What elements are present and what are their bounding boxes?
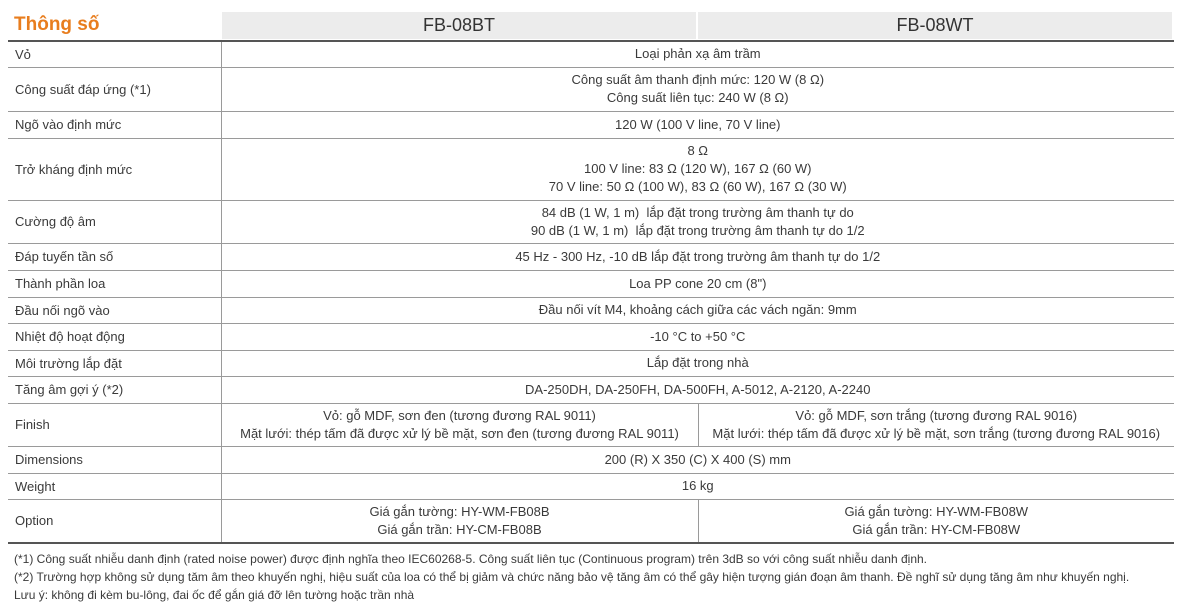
row-value xyxy=(221,270,1174,297)
value-line: Giá gắn trần: HY-CM-FB08W xyxy=(852,521,1021,537)
value-line: -10 °C to +50 °C xyxy=(650,328,746,344)
row-value xyxy=(221,243,1174,270)
value-line: Lắp đặt trong nhà xyxy=(646,355,749,370)
row-value-fb-08bt xyxy=(221,403,698,446)
row-label: Nhiệt độ hoạt động xyxy=(8,323,221,350)
table-row xyxy=(8,446,1174,473)
row-label: Đáp tuyến tần số xyxy=(8,243,221,270)
row-value xyxy=(221,138,1174,200)
value-line: 90 dB (1 W, 1 m) lắp đặt trong trường âm thanh tự do 1/2 xyxy=(530,222,865,238)
footnotes xyxy=(14,550,1184,604)
row-value-fb-08bt xyxy=(221,499,698,543)
value-line: Loa PP cone 20 cm (8") xyxy=(629,275,767,291)
value-line: Vỏ: gỗ MDF, sơn trắng (tương đương RAL 9016) xyxy=(795,407,1078,423)
value-line: 120 W (100 V line, 70 V line) xyxy=(615,116,781,132)
row-label: Trở kháng định mức xyxy=(8,138,221,200)
value-line: Công suất âm thanh định mức: 120 W (8 Ω) xyxy=(571,72,825,87)
model-header-fb-08bt: FB-08BT xyxy=(222,12,696,39)
table-row xyxy=(8,376,1174,403)
table-row xyxy=(8,403,1174,446)
row-label: Đầu nối ngõ vào xyxy=(8,297,221,323)
table-row xyxy=(8,67,1174,111)
footnote-2: (*2) Trường hợp không sử dụng tăm âm theo khuyến nghị, hiệu suất của loa có thể bị giảm và chức năng bảo vệ tăng âm có thể gây hiện tượng gián đoạn âm thanh. Đề nghĩ sử dụng tăng âm như khuyến nghị. xyxy=(14,570,1130,584)
row-value xyxy=(221,473,1174,499)
row-label: Môi trường lắp đặt xyxy=(8,350,221,376)
value-line: Mặt lưới: thép tấm đã được xử lý bề mặt, sơn đen (tương đương RAL 9011) xyxy=(240,425,679,441)
row-value-fb-08wt xyxy=(698,403,1174,446)
value-line: 45 Hz - 300 Hz, -10 dB lắp đặt trong trường âm thanh tự do 1/2 xyxy=(515,248,881,264)
table-row xyxy=(8,200,1174,243)
section-title: Thông số xyxy=(14,14,100,35)
value-line: Công suất liên tục: 240 W (8 Ω) xyxy=(606,90,789,105)
value-line: 8 Ω xyxy=(687,143,709,158)
row-label: Option xyxy=(8,499,221,543)
value-line: Giá gắn trần: HY-CM-FB08B xyxy=(377,521,542,537)
row-label: Công suất đáp ứng (*1) xyxy=(8,67,221,111)
row-value xyxy=(221,41,1174,67)
row-label: Ngõ vào định mức xyxy=(8,111,221,138)
row-value xyxy=(221,67,1174,111)
value-line: 16 kg xyxy=(681,478,714,493)
value-line: Giá gắn tường: HY-WM-FB08W xyxy=(844,503,1029,519)
value-line: Loại phản xạ âm trầm xyxy=(634,46,761,62)
table-row xyxy=(8,473,1174,499)
value-line: DA-250DH, DA-250FH, DA-500FH, A-5012, A-2120, A-2240 xyxy=(525,381,871,397)
row-label: Dimensions xyxy=(8,446,221,473)
value-line: Vỏ: gỗ MDF, sơn đen (tương đương RAL 9011) xyxy=(323,407,596,423)
model-header-fb-08wt: FB-08WT xyxy=(698,12,1172,39)
table-row xyxy=(8,499,1174,543)
row-value xyxy=(221,200,1174,243)
row-label: Thành phần loa xyxy=(8,270,221,297)
table-row xyxy=(8,138,1174,200)
table-row xyxy=(8,297,1174,323)
value-line: Đầu nối vít M4, khoảng cách giữa các vách ngăn: 9mm xyxy=(538,302,857,317)
row-value xyxy=(221,350,1174,376)
row-value xyxy=(221,323,1174,350)
table-row xyxy=(8,243,1174,270)
row-value-fb-08wt xyxy=(698,499,1174,543)
row-label: Vỏ xyxy=(8,41,221,67)
footnote-1: (*1) Công suất nhiễu danh định (rated noise power) được định nghĩa theo IEC60268-5. Công suất liên tục (Continuous program) trên 3dB so với công suất nhiễu danh định. xyxy=(14,552,928,566)
table-row xyxy=(8,323,1174,350)
table-row xyxy=(8,111,1174,138)
table-row xyxy=(8,270,1174,297)
row-label: Tăng âm gợi ý (*2) xyxy=(8,376,221,403)
table-row xyxy=(8,350,1174,376)
value-line: 70 V line: 50 Ω (100 W), 83 Ω (60 W), 167 Ω (30 W) xyxy=(548,179,847,194)
spec-table xyxy=(8,40,1174,544)
footnote-note: Lưu ý: không đi kèm bu-lông, đai ốc để gắn giá đỡ lên tường hoặc trần nhà xyxy=(14,588,415,602)
row-value xyxy=(221,111,1174,138)
row-value xyxy=(221,376,1174,403)
value-line: 84 dB (1 W, 1 m) lắp đặt trong trường âm thanh tự do xyxy=(541,204,854,220)
row-label: Finish xyxy=(8,403,221,446)
value-line: Mặt lưới: thép tấm đã được xử lý bề mặt, sơn trắng (tương đương RAL 9016) xyxy=(712,425,1161,441)
row-value xyxy=(221,446,1174,473)
value-line: 200 (R) X 350 (C) X 400 (S) mm xyxy=(604,451,791,467)
spec-header xyxy=(0,8,1192,40)
row-label: Cường độ âm xyxy=(8,200,221,243)
table-row xyxy=(8,41,1174,67)
row-value xyxy=(221,297,1174,323)
value-line: 100 V line: 83 Ω (120 W), 167 Ω (60 W) xyxy=(583,161,812,176)
value-line: Giá gắn tường: HY-WM-FB08B xyxy=(369,503,550,519)
row-label: Weight xyxy=(8,473,221,499)
